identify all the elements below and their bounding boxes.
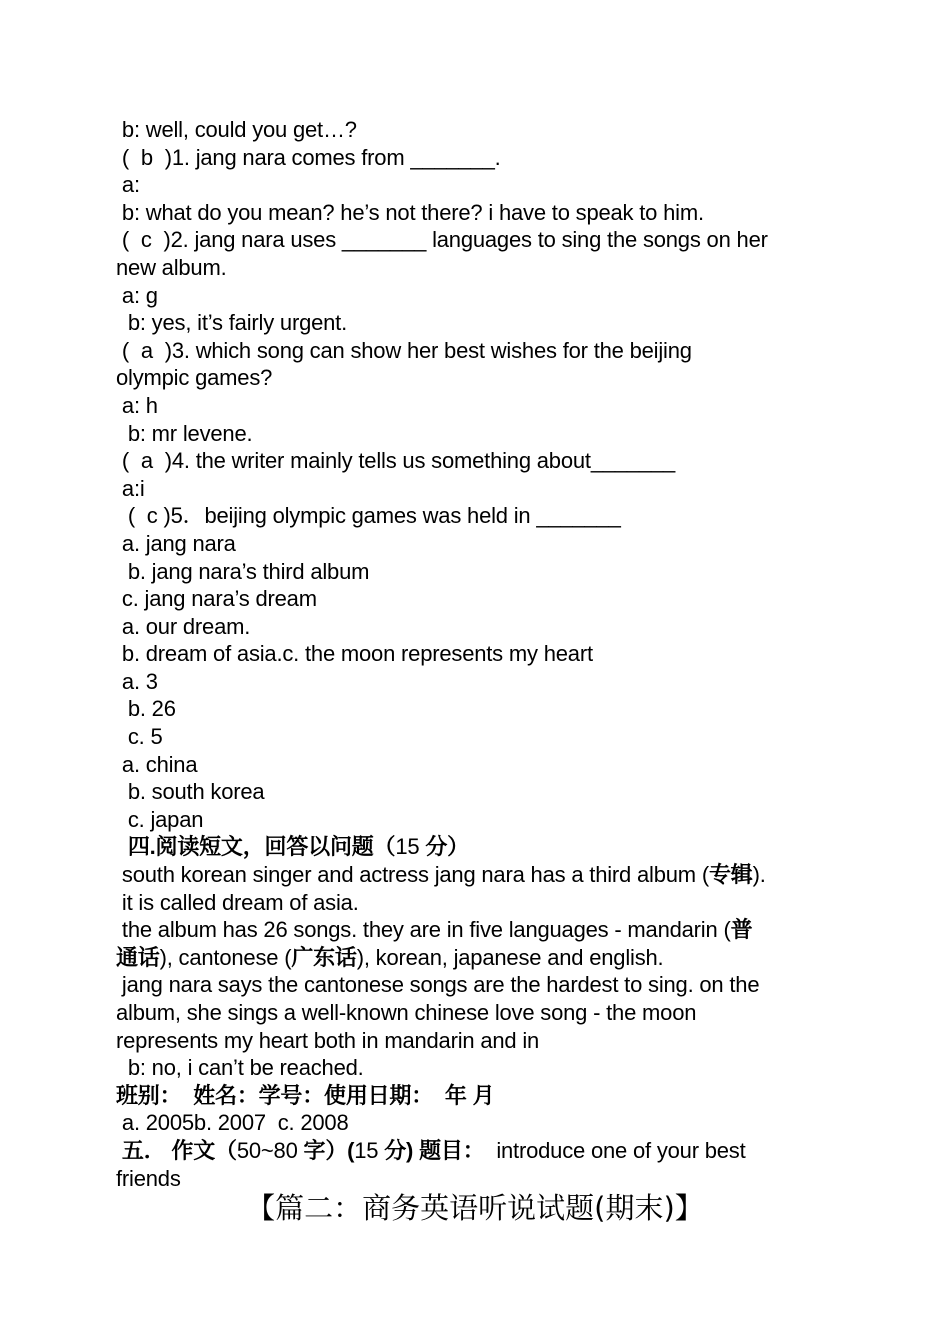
text-line: b. 26 — [116, 696, 176, 722]
text-line: b: yes, it’s fairly urgent. — [116, 310, 348, 336]
text-line: a: — [116, 172, 140, 198]
section-four-heading-a: 四.阅读短文，回答以问题（ — [116, 834, 396, 860]
passage-line: album, she sings a well-known chinese love song - the moon — [116, 1000, 697, 1025]
text-line: a. our dream. — [116, 613, 251, 639]
passage-line — [116, 944, 846, 972]
passage-gloss: 通话 — [116, 944, 160, 970]
text-line: a. jang nara — [116, 530, 236, 556]
passage-text: south korean singer and actress jang nara has a third album ( — [116, 862, 709, 888]
text-line: a. 3 — [116, 668, 158, 694]
section-four-heading — [116, 833, 846, 861]
answer-line: a. 2005b. 2007 c. 2008 — [116, 1110, 349, 1136]
passage-line: b: no, i can’t be reached. — [116, 1055, 364, 1081]
section-five-score: 15 — [354, 1137, 379, 1163]
text-line: ( b )1. jang nara comes from _______. — [116, 144, 501, 170]
section-five-range: 50~80 — [236, 1137, 298, 1163]
section-four-score: 15 — [395, 834, 420, 860]
text-line: b: mr levene. — [116, 420, 253, 446]
passage-line: represents my heart both in mandarin and in — [116, 1027, 540, 1053]
text-line: ( a )4. the writer mainly tells us something about_______ — [116, 448, 676, 474]
text-line: olympic games? — [116, 365, 273, 391]
section-five-topic-cont: friends — [116, 1165, 181, 1191]
text-line: ( c )2. jang nara uses _______ languages to sing the songs on her — [116, 227, 768, 253]
section-five-label: 分) 题目： — [378, 1137, 485, 1163]
text-body — [116, 116, 846, 1192]
passage-text: the album has 26 songs. they are in five languages - mandarin ( — [116, 917, 731, 943]
text-line: a. china — [116, 751, 198, 777]
passage-text: ). — [752, 862, 766, 888]
passage-gloss: 普 — [730, 917, 753, 943]
text-line: b: what do you mean? he’s not there? i have to speak to him. — [116, 199, 704, 225]
text-line: a:i — [116, 475, 145, 501]
text-line: b. dream of asia.c. the moon represents my heart — [116, 641, 593, 667]
info-line: 班别： 姓名：学号：使用日期： 年 月 — [116, 1082, 495, 1108]
passage-line — [116, 916, 846, 944]
passage-text: ), korean, japanese and english. — [356, 944, 664, 970]
section-five-topic: introduce one of your best — [484, 1137, 746, 1163]
text-line: ( c )5．beijing olympic games was held in _______ — [116, 503, 621, 529]
passage-line — [116, 861, 846, 889]
section-five-label: 五． 作文（ — [116, 1137, 237, 1163]
section-five-label: 字）( — [297, 1137, 355, 1163]
text-line: b. jang nara’s third album — [116, 558, 370, 584]
passage-gloss: 专辑 — [708, 862, 753, 888]
text-line: b: well, could you get…? — [116, 117, 357, 142]
text-line: new album. — [116, 254, 227, 280]
part-two-heading: 【篇二：商务英语听说试题(期末)】 — [246, 1191, 704, 1225]
text-line: b. south korea — [116, 779, 265, 805]
text-line: c. 5 — [116, 724, 163, 750]
section-five-heading — [116, 1137, 846, 1165]
passage-gloss: 广东话 — [291, 944, 357, 970]
text-line: c. japan — [116, 806, 204, 832]
text-line: a: h — [116, 392, 158, 418]
passage-line: it is called dream of asia. — [116, 889, 359, 915]
passage-line: jang nara says the cantonese songs are the hardest to sing. on the — [116, 972, 760, 998]
passage-text: ), cantonese ( — [159, 944, 292, 970]
text-line: c. jang nara’s dream — [116, 586, 317, 612]
section-four-heading-b: 分） — [419, 834, 469, 860]
text-line: ( a )3. which song can show her best wishes for the beijing — [116, 337, 692, 363]
text-line: a: g — [116, 282, 158, 308]
